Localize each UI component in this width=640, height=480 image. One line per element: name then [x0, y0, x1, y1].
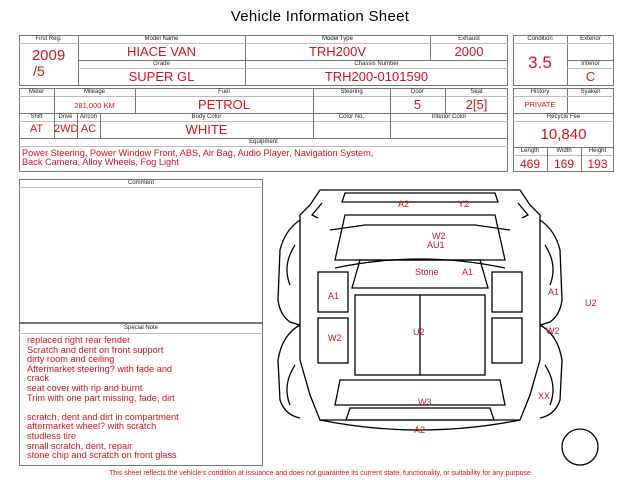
mark-w2-right: W2	[546, 326, 560, 336]
door-label: Door	[410, 89, 424, 95]
mark-u2-right: U2	[585, 298, 597, 308]
grade-value: SUPER GL	[128, 69, 195, 84]
model-name-label: Model Name	[144, 36, 179, 42]
drive-label: Drive	[58, 114, 73, 120]
mark-a1-left: A1	[328, 291, 340, 301]
fuel-value: PETROL	[197, 97, 250, 112]
model-type-value: TRH200V	[308, 44, 367, 59]
interior-color-label: Interior Color	[431, 114, 467, 120]
history-value: PRIVATE	[524, 100, 556, 109]
meter-label: Meter	[28, 89, 45, 95]
special-note-line: crack	[27, 373, 49, 384]
left-mirror	[312, 203, 322, 218]
mark-w3: W3	[418, 397, 432, 407]
mark-a1-center: A1	[462, 267, 474, 277]
fuel-label: Fuel	[218, 89, 230, 95]
equipment-label: Equipment	[249, 139, 278, 145]
first-reg-label: First Reg.	[35, 36, 62, 42]
color-no-label: Color No.	[338, 114, 365, 120]
left-rear-wheel-arch	[287, 365, 295, 405]
length-value: 469	[519, 157, 541, 171]
right-front-wheel-arch	[545, 245, 553, 285]
recycle-fee-label: Recycle Fee	[546, 114, 581, 120]
shift-value: AT	[29, 123, 44, 135]
model-name-value: HIACE VAN	[126, 44, 197, 59]
condition-value: 3.5	[528, 53, 552, 72]
windshield-outline	[335, 215, 505, 260]
special-note-line: Trim with one part missing, fade, dirt	[27, 392, 175, 403]
mileage-label: Mileage	[83, 89, 105, 95]
comment-box	[19, 179, 263, 323]
rear-bumper-outline	[346, 408, 494, 420]
special-note-line: aftermarket wheel? with scratch	[27, 421, 157, 432]
mark-a2-top: A2	[398, 199, 410, 209]
mark-u2-center: U2	[413, 327, 425, 337]
mark-xx: XX	[538, 391, 551, 401]
mark-au1: AU1	[427, 240, 445, 250]
equipment-line-1: Power Steering, Power Window Front, ABS, Air Bag, Audio Player, Navigation System,	[22, 148, 374, 158]
equipment-line-2: Back Camera, Alloy Wheels, Fog Light	[22, 157, 179, 167]
body-color-value: WHITE	[185, 122, 228, 137]
special-note-line: small scratch, dent, repair	[27, 440, 133, 451]
grade-label: Grade	[153, 61, 170, 67]
special-note-line: seat cover with rip and burnt	[27, 382, 143, 393]
exterior-label: Exterior	[580, 36, 601, 42]
special-note-list	[27, 336, 179, 461]
special-note-line: Aftermarket steering? with fade and	[27, 363, 173, 374]
recycle-fee-value: 10,840	[540, 126, 587, 143]
mark-a2-bottom: A2	[414, 425, 426, 435]
drive-value: 2WD	[54, 123, 79, 135]
comment-label: Comment	[127, 180, 154, 186]
spare-tire-icon	[562, 429, 598, 465]
interior-value: C	[585, 69, 596, 84]
special-note-line: scratch, dent and dirt in compartment	[27, 411, 179, 422]
steering-label: Steering	[340, 89, 363, 95]
right-mirror	[518, 203, 528, 218]
special-note-line: stone chip and scratch on front glass	[27, 450, 177, 461]
chassis-value: TRH200-0101590	[324, 69, 429, 84]
right-front-window	[492, 272, 522, 312]
left-front-wheel-arch	[287, 245, 295, 285]
mark-stone: Stone	[415, 267, 439, 277]
right-front-panel	[540, 220, 562, 325]
length-label: Length	[520, 148, 540, 154]
disclaimer-footer: This sheet reflects the vehicle's condition at issuance and does not guarantee its current state, functionality, or suitability for any purpose	[109, 470, 531, 477]
mileage-value: 281,000 KM	[74, 101, 115, 110]
exhaust-label: Exhaust	[458, 36, 480, 42]
exhaust-value: 2000	[454, 44, 484, 59]
hood-line	[330, 225, 510, 230]
first-reg-month: /5	[33, 63, 45, 79]
right-rear-window	[492, 318, 522, 363]
mark-y2-top: Y2	[458, 199, 470, 209]
condition-label: Condition	[527, 36, 553, 42]
door-value: 5	[413, 97, 422, 112]
chassis-label: Chassis Number	[354, 61, 399, 67]
aircon-value: AC	[80, 123, 97, 135]
mark-w2-left: W2	[328, 333, 342, 343]
history-label: History	[530, 89, 550, 95]
mark-w2-top: W2	[432, 231, 446, 241]
height-value: 193	[587, 157, 608, 171]
special-note-line: studless tire	[27, 430, 77, 441]
width-label: Width	[556, 148, 572, 154]
special-note-line: Scratch and dent on front support	[27, 344, 164, 355]
left-front-panel	[278, 220, 300, 325]
special-note-label: Special Note	[123, 325, 159, 331]
first-reg-year: 2009	[31, 47, 66, 64]
aircon-label: Aircon	[79, 114, 97, 120]
front-bumper-outline	[342, 193, 498, 202]
seat-value: 2[5]	[465, 97, 488, 112]
body-color-label: Body Color	[191, 114, 222, 120]
interior-label: Interior	[581, 61, 600, 67]
special-note-line: replaced right rear fender	[27, 335, 131, 345]
height-label: Height	[588, 148, 607, 154]
syaken-label: Syaken	[580, 89, 601, 95]
seat-label: Seat	[470, 89, 483, 95]
mark-a1-right: A1	[548, 287, 560, 297]
shift-label: Shift	[30, 114, 43, 120]
special-note-line: dirty room and ceiling	[27, 354, 115, 365]
width-value: 169	[553, 157, 575, 171]
sheet-title: Vehicle Information Sheet	[230, 8, 410, 25]
model-type-label: Model Type	[322, 36, 353, 42]
car-condition-diagram	[268, 178, 618, 468]
